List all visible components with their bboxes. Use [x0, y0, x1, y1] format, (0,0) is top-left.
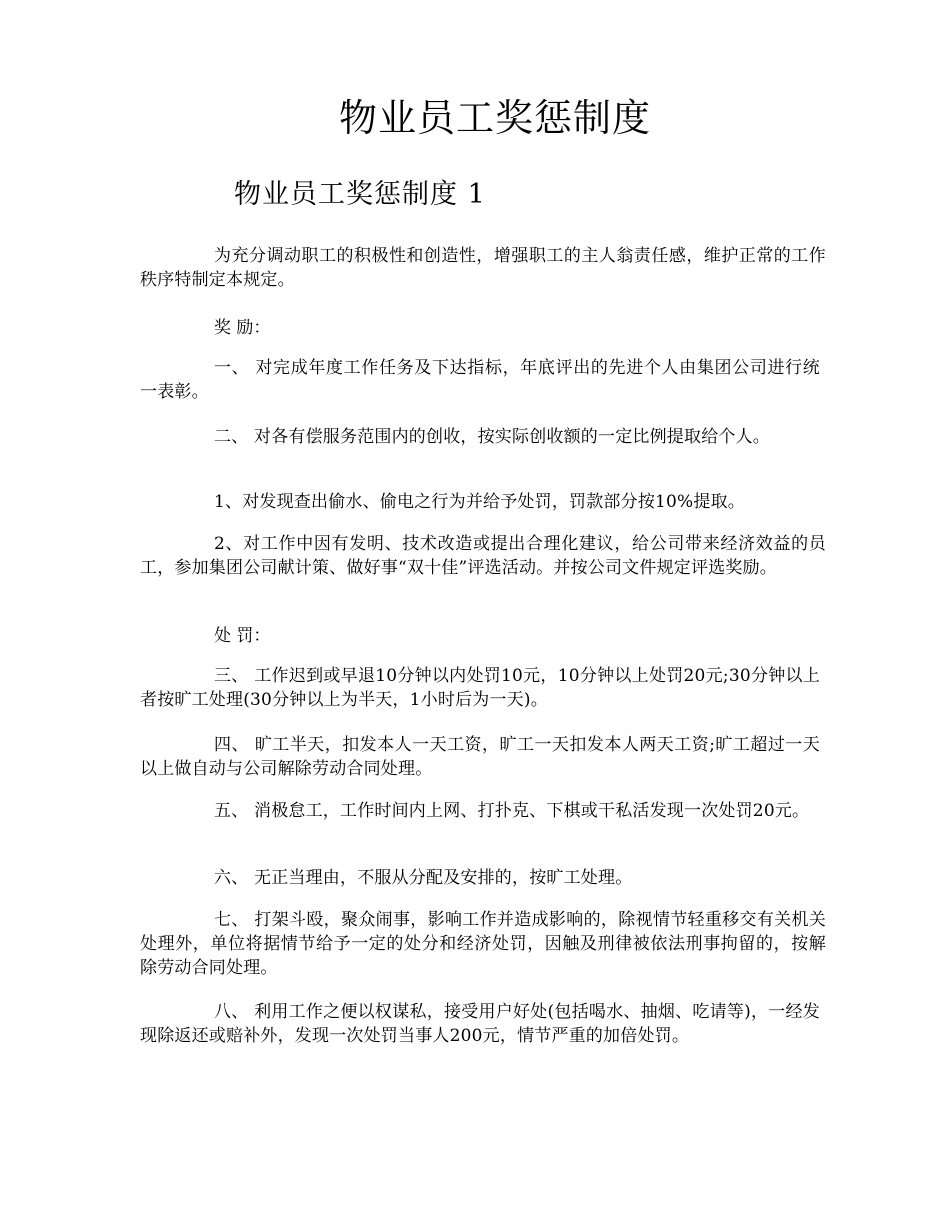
reward-item-2: 二、 对各有偿服务范围内的创收，按实际创收额的一定比例提取给个人。	[214, 427, 771, 447]
penalty-item-8: 八、 利用工作之便以权谋私，接受用户好处(包括喝水、抽烟、吃请等)，一经发现除返还或赔补外，发现一次处罚当事人200元，情节严重的加倍处罚。	[140, 1002, 820, 1046]
penalty-item-3: 三、 工作迟到或早退10分钟以内处罚10元，10分钟以上处罚20元;30分钟以上者按旷工处理(30分钟以上为半天，1小时后为一天)。	[140, 666, 820, 710]
reward-item-3: 1、对发现查出偷水、偷电之行为并给予处罚，罚款部分按10%提取。	[214, 492, 745, 512]
document-title: 物业员工奖惩制度	[338, 96, 651, 140]
penalty-item-6: 六、 无正当理由，不服从分配及安排的，按旷工处理。	[214, 868, 633, 888]
section-title: 物业员工奖惩制度 1	[234, 179, 486, 210]
penalty-item-4: 四、 旷工半天，扣发本人一天工资，旷工一天扣发本人两天工资;旷工超过一天以上做自动与公司解除劳动合同处理。	[140, 735, 820, 779]
reward-heading: 奖 励：	[214, 318, 271, 338]
reward-item-4: 2、对工作中因有发明、技术改造或提出合理化建议，给公司带来经济效益的员工，参加集团公司献计策、做好事“双十佳”评选活动。并按公司文件规定评选奖励。	[140, 534, 826, 578]
penalty-heading: 处 罚：	[214, 626, 271, 646]
penalty-item-5: 五、 消极怠工，工作时间内上网、打扑克、下棋或干私活发现一次处罚20元。	[214, 801, 810, 821]
intro-paragraph: 为充分调动职工的积极性和创造性，增强职工的主人翁责任感，维护正常的工作秩序特制定本规定。	[140, 246, 826, 290]
penalty-item-7: 七、 打架斗殴，聚众闹事，影响工作并造成影响的，除视情节轻重移交有关机关处理外，单位将据情节给予一定的处分和经济处罚，因触及刑律被依法刑事拘留的，按解除劳动合同处理。	[140, 910, 826, 978]
reward-item-1: 一、 对完成年度工作任务及下达指标，年底评出的先进个人由集团公司进行统一表彰。	[140, 358, 820, 402]
